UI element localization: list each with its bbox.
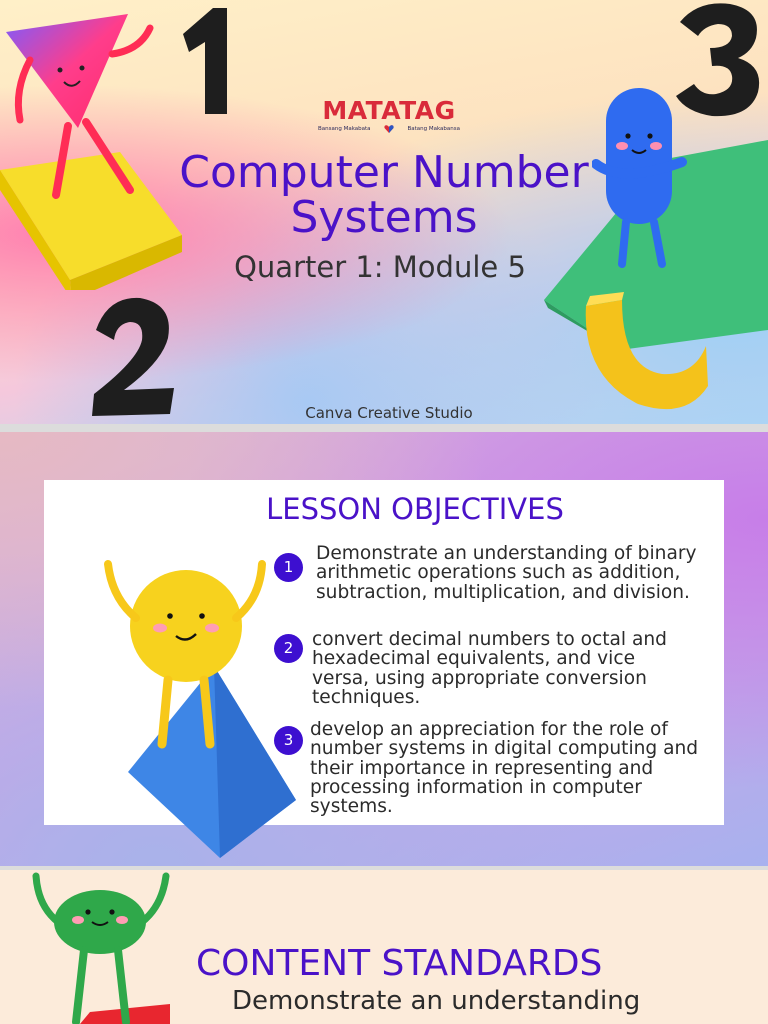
objective-text: convert decimal numbers to octal and hexadecimal equivalents, and vice versa, using appropriate conversion techniques. xyxy=(312,629,667,708)
number-one-icon xyxy=(165,2,240,122)
triangle-mascot-icon xyxy=(0,10,170,210)
objectives-heading: LESSON OBJECTIVES xyxy=(266,492,564,526)
lesson-objectives-slide xyxy=(0,432,768,866)
number-two-icon xyxy=(78,290,183,420)
heart-logo-icon xyxy=(384,125,394,133)
presentation-subtitle: Quarter 1: Module 5 xyxy=(234,250,526,284)
logo-right-tagline: Batang Makabansa xyxy=(407,126,460,132)
objective-number-badge: 2 xyxy=(274,634,303,663)
ball-mascot-icon xyxy=(98,558,274,758)
blob-mascot-icon xyxy=(26,872,176,1024)
logo-left-tagline: Bansang Makabata xyxy=(318,126,371,132)
content-standards-slide xyxy=(0,870,768,1024)
logo-wordmark: MATATAG xyxy=(322,96,456,125)
objective-text: develop an appreciation for the role of number systems in digital computing and their importance in representing and processing information in computer systems. xyxy=(310,719,699,818)
objective-number-badge: 1 xyxy=(274,553,303,582)
title-slide xyxy=(0,0,768,424)
objective-text: Demonstrate an understanding of binary arithmetic operations such as addition, subtraction, multiplication, and division. xyxy=(316,543,697,603)
presentation-credit: Canva Creative Studio xyxy=(305,404,473,422)
yellow-arch-shape-icon xyxy=(578,286,718,420)
presentation-title: Computer Number Systems xyxy=(179,147,589,243)
content-standards-heading: CONTENT STANDARDS xyxy=(196,943,603,984)
objective-number-badge: 3 xyxy=(274,726,303,755)
matatag-logo xyxy=(318,98,460,133)
content-standards-text: Demonstrate an understanding xyxy=(232,986,641,1016)
